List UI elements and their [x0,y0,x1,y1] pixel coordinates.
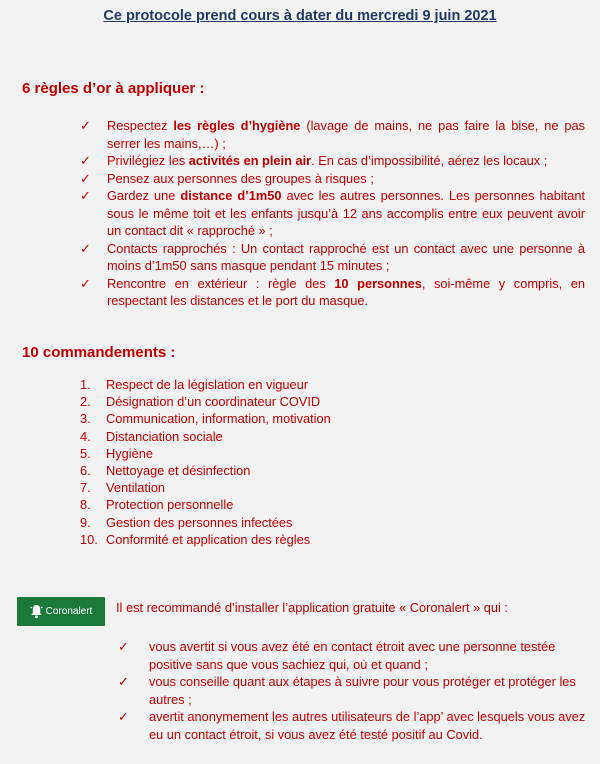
list-item: ✓ vous avertit si vous avez été en contact étroit avec une personne testée positive sans que vous sachiez qui, où et quand ; [118,639,556,672]
bell-icon [30,604,43,619]
checkmark-icon: ✓ [80,275,91,291]
coronalert-logo-label: Coronalert [45,606,93,617]
checkmark-icon: ✓ [80,118,91,133]
checkmark-icon: ✓ [80,170,91,186]
list-item: 10. Conformité et application des règles [80,531,311,547]
list-item: ✓ Rencontre en extérieur : règle des 10 personnes, soi-même y compris, en respectant les distances et le port du masque. [80,275,585,308]
app-benefits-list [118,638,588,743]
checkmark-icon: ✓ [118,639,129,654]
list-item: ✓ Privilégiez les activités en plein air. En cas d’impossibilité, aérez les locaux ; [80,153,548,168]
list-item: 3. Communication, information, motivation [80,411,331,427]
golden-rules-heading: 6 règles d’or à appliquer : [22,80,205,97]
page-title: Ce protocole prend cours à dater du mercredi 9 juin 2021 [103,8,497,24]
list-item: 9. Gestion des personnes infectées [80,514,293,530]
list-item: 2. Désignation d’un coordinateur COVID [80,394,321,410]
commandments-list [80,376,331,548]
list-item: ✓ Pensez aux personnes des groupes à risques ; [80,170,374,186]
list-item: 7. Ventilation [80,480,166,496]
checkmark-icon: ✓ [80,153,91,168]
list-item: 5. Hygiène [80,445,153,461]
checkmark-icon: ✓ [118,709,129,724]
list-item: 4. Distanciation sociale [80,428,223,444]
list-item: ✓ avertit anonymement les autres utilisateurs de l’app’ avec lesquels vous avez eu un contact étroit, si vous avez été testé positif au Covid. [118,709,586,742]
list-item: ✓ Contacts rapprochés : Un contact rapproché est un contact avec une personne à moins d’1m50 sans masque pendant 15 minutes ; [80,240,585,273]
checkmark-icon: ✓ [118,674,129,689]
list-item: 8. Protection personnelle [80,497,234,513]
app-intro: Il est recommandé d’installer l’application gratuite « Coronalert » qui : [116,600,508,615]
list-item: 1. Respect de la législation en vigueur [80,377,309,392]
list-item: ✓ Gardez une distance d’1m50 avec les autres personnes. Les personnes habitant sous le même toit et les enfants jusqu’à 12 ans accomplis entre eux peuvent avoir un contact dit « rapproché » ; [80,188,585,238]
commandments-heading: 10 commandements : [22,344,176,361]
checkmark-icon: ✓ [80,188,91,203]
checkmark-icon: ✓ [80,240,91,256]
list-item: 6. Nettoyage et désinfection [80,463,251,479]
coronalert-logo [17,597,105,626]
list-item: ✓ Respectez les règles d’hygiène (lavage de mains, ne pas faire la bise, ne pas serrer les mains,…) ; [80,118,585,151]
golden-rules-list [80,117,585,310]
list-item: ✓ vous conseille quant aux étapes à suivre pour vous protéger et protéger les autres ; [118,674,576,707]
